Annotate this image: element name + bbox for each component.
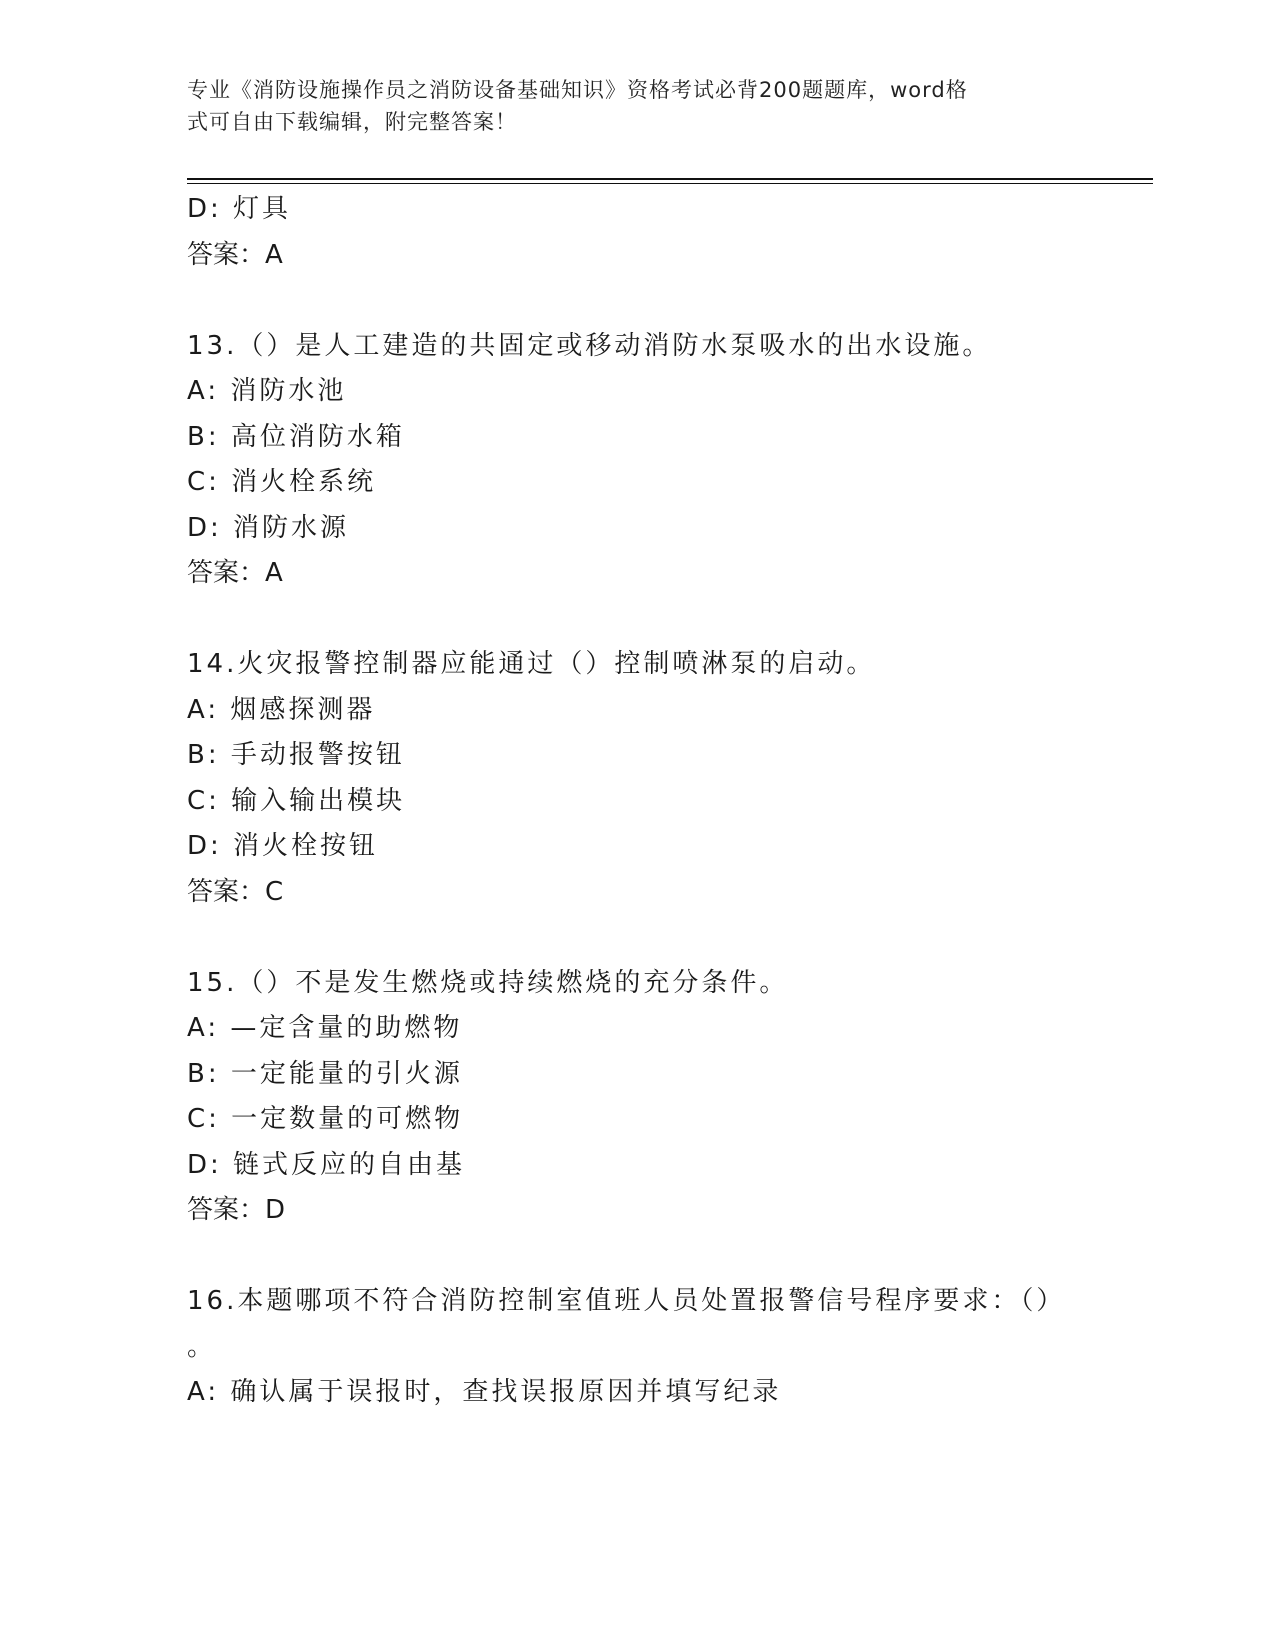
option-b: B: 高位消防水箱 bbox=[187, 421, 405, 452]
question-stem: 16.本题哪项不符合消防控制室值班人员处置报警信号程序要求：（） bbox=[187, 1286, 1066, 1316]
option-b: B: 一定能量的引火源 bbox=[187, 1058, 463, 1089]
question-14 bbox=[187, 642, 1107, 915]
option-a: A: 消防水池 bbox=[187, 376, 347, 406]
option-b: B: 手动报警按钮 bbox=[187, 740, 405, 770]
spacer bbox=[187, 278, 1107, 324]
header-rule-thick bbox=[187, 178, 1153, 180]
answer: 答案：A bbox=[187, 558, 283, 588]
option-c: C: 输入输出模块 bbox=[187, 785, 406, 816]
question-stem: 15.（）不是发生燃烧或持续燃烧的充分条件。 bbox=[187, 967, 789, 998]
answer: 答案：A bbox=[187, 239, 283, 270]
option-d: D: 消火栓按钮 bbox=[187, 831, 379, 861]
header-line-2: 式可自由下载编辑，附完整答案！ bbox=[187, 110, 517, 134]
option-d: D: 消防水源 bbox=[187, 512, 350, 543]
spacer bbox=[187, 1234, 1107, 1280]
option-a: A: 烟感探测器 bbox=[187, 694, 376, 725]
option-c: C: 消火栓系统 bbox=[187, 467, 377, 497]
answer: 答案：C bbox=[187, 876, 284, 907]
answer: 答案：D bbox=[187, 1195, 286, 1225]
option-a: A: —定含量的助燃物 bbox=[187, 1013, 463, 1043]
spacer bbox=[187, 915, 1107, 961]
question-stem-continued: 。 bbox=[187, 1331, 214, 1362]
header-rule-thin bbox=[187, 183, 1153, 184]
option-a: A: 确认属于误报时，查找误报原因并填写纪录 bbox=[187, 1377, 782, 1407]
option-c: C: 一定数量的可燃物 bbox=[187, 1104, 464, 1134]
question-15 bbox=[187, 961, 1107, 1234]
header-line-1: 专业《消防设施操作员之消防设备基础知识》资格考试必背200题题库，word格 bbox=[187, 78, 968, 102]
option-d: D: 链式反应的自由基 bbox=[187, 1149, 466, 1180]
document-header bbox=[187, 74, 1067, 138]
question-16 bbox=[187, 1279, 1107, 1416]
spacer bbox=[187, 597, 1107, 643]
question-list bbox=[187, 187, 1107, 1416]
question-13 bbox=[187, 324, 1107, 597]
question-stem: 14.火灾报警控制器应能通过（）控制喷淋泵的启动。 bbox=[187, 649, 876, 679]
option-d: D: 灯具 bbox=[187, 194, 292, 224]
question-stem: 13.（）是人工建造的共固定或移动消防水泵吸水的出水设施。 bbox=[187, 330, 992, 361]
